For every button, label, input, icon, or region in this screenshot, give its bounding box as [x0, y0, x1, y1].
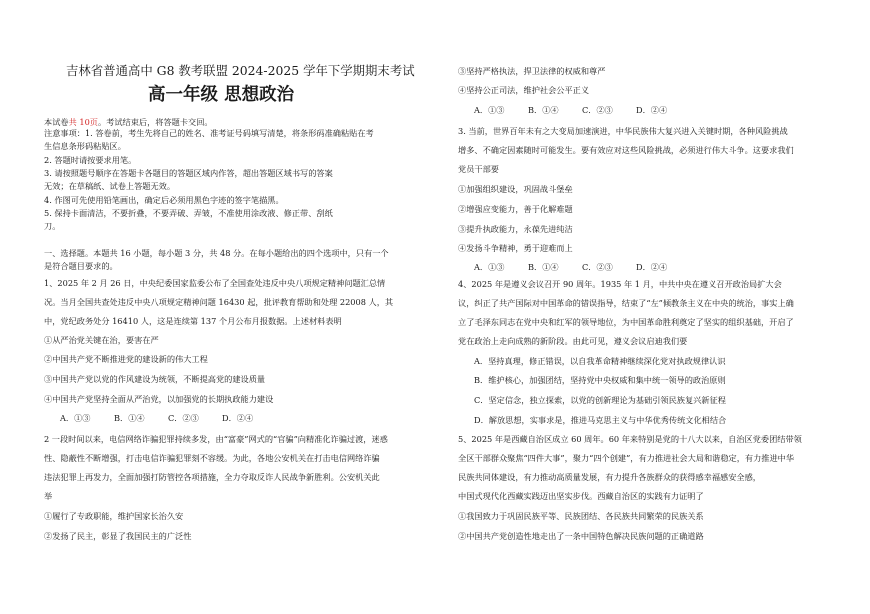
- question-3-line: 增多、不确定因素随时可能发生。要有效应对这些风险挑战，必须进行伟大斗争。这要求我们: [458, 145, 794, 155]
- question-5-line: 中国式现代化西藏实践迈出坚实步伐。西藏自治区的实践有力证明了: [458, 491, 704, 501]
- notes-line: 3. 请按照题号顺序在答题卡各题目的答题区域内作答，超出答题区域书写的答案: [44, 168, 333, 178]
- question-4-line: 4、2025 年是遵义会议召开 90 周年。1935 年 1 月，中共中央在遵义召开政治局扩大会: [458, 279, 782, 289]
- question-3-options: [474, 262, 690, 272]
- exam-info: 本试卷共 10页。考试结束后，将答题卡交回。: [44, 117, 213, 127]
- question-1-options: [60, 413, 276, 423]
- option-a: A．①③: [474, 105, 505, 115]
- page-count: 共 10页: [68, 117, 98, 127]
- notes-line: 5. 保持卡面清洁，不要折叠，不要弄破、弄皱，不准使用涂改液、修正带、刮纸: [44, 208, 333, 218]
- option-b: B．①④: [528, 262, 559, 272]
- question-4-option: B．维护核心，加强团结，坚持党中央权威和集中统一领导的政治原则: [474, 375, 726, 385]
- question-4-option: C．坚定信念，独立探索，以党的创新理论为基础引领民族复兴新征程: [474, 395, 726, 405]
- question-2-choice: ②发扬了民主，彰显了我国民主的广泛性: [44, 531, 192, 541]
- question-2-choice: ③坚持严格执法，捍卫法律的权威和尊严: [458, 66, 606, 76]
- question-1-choice: ③中国共产党以党的作风建设为统领，不断提高党的建设质量: [44, 374, 266, 384]
- option-a: A．①③: [60, 413, 91, 423]
- section-heading: 一、选择题。本题共 16 小题，每小题 3 分，共 48 分。在每小题给出的四个选项中，只有一个: [44, 248, 389, 258]
- option-c: C．②③: [582, 105, 613, 115]
- notes-line: 4. 作图可先使用铅笔画出，确定后必须用黑色字迹的签字笔描黑。: [44, 195, 284, 205]
- question-4-line: 党在政治上走向成熟的新阶段。由此可见，遵义会议启迪我们要: [458, 336, 688, 346]
- notes-line: 2. 答题时请按要求用笔。: [44, 155, 137, 165]
- question-3-choice: ②增强应变能力，善于化解难题: [458, 204, 573, 214]
- question-2-line: 性、隐蔽性不断增强，打击电信诈骗犯罪刻不容缓。为此，各地公安机关在打击电信网络诈骗: [44, 453, 380, 463]
- exam-subject-title: 高一年级 思想政治: [148, 85, 295, 105]
- question-5-line: 全区干部群众聚焦“四件大事”，聚力“四个创建”，有力推进社会大局和谐稳定，有力推进中华: [458, 453, 795, 463]
- exam-title: 吉林省普通高中 G8 教考联盟 2024-2025 学年下学期期末考试: [66, 63, 415, 78]
- question-2-line: 违法犯罪上再发力，全面加强打防管控各项措施，全力夺取反诈人民战争新胜利。公安机关此: [44, 472, 380, 482]
- notes-line: 注意事项：1. 答卷前，考生先将自己的姓名、准考证号码填写清楚，将条形码准确粘贴在考: [44, 128, 374, 138]
- option-d: D．②④: [222, 413, 254, 423]
- question-1-line: 1、2025 年 2 月 26 日，中央纪委国家监委公布了全国查处违反中央八项规定精神问题汇总情: [44, 278, 386, 288]
- question-2-line: 举: [44, 491, 53, 501]
- notes-line: 无效；在草稿纸、试卷上答题无效。: [44, 181, 176, 191]
- option-b: B．①④: [528, 105, 559, 115]
- question-5-line: 5、2025 年是西藏自治区成立 60 周年。60 年来特别是党的十八大以来，自治区党委团结带领: [458, 434, 802, 444]
- option-b: B．①④: [114, 413, 145, 423]
- question-4-option: D．解放思想，实事求是，推进马克思主义与中华优秀传统文化相结合: [474, 415, 727, 425]
- question-1-choice: ②中国共产党不断推进党的建设新的伟大工程: [44, 354, 208, 364]
- option-c: C．②③: [582, 262, 613, 272]
- question-2-choice: ④坚持公正司法，维护社会公平正义: [458, 85, 590, 95]
- question-5-choice: ①我国致力于巩固民族平等、民族团结、各民族共同繁荣的民族关系: [458, 511, 704, 521]
- question-3-choice: ①加强组织建设，巩固战斗堡垒: [458, 184, 573, 194]
- question-3-line: 党员干部要: [458, 164, 499, 174]
- question-1-choice: ①从严治党关键在治，要害在严: [44, 335, 159, 345]
- question-3-line: 3. 当前，世界百年未有之大变局加速演进，中华民族伟大复兴进入关键时期，各种风险挑战: [458, 126, 788, 136]
- option-c: C．②③: [168, 413, 199, 423]
- option-a: A．①③: [474, 262, 505, 272]
- question-4-option: A．坚持真理，修正错误，以自我革命精神继续深化党对执政规律认识: [474, 356, 726, 366]
- question-1-choice: ④中国共产党坚持全面从严治党，以加强党的长期执政能力建设: [44, 394, 274, 404]
- question-5-choice: ②中国共产党创造性地走出了一条中国特色解决民族问题的正确道路: [458, 531, 704, 541]
- notes-line: 刀。: [44, 221, 61, 231]
- question-5-line: 民族共同体建设，有力推动高质量发展，有力提升各族群众的获得感幸福感安全感，: [458, 472, 761, 482]
- question-2-line: 2 一段时间以来，电信网络诈骗犯罪持续多发，由“富豪”网式的“官骗”向精准化诈骗过渡，迷惑: [44, 434, 388, 444]
- question-2-choice: ①履行了专政职能，维护国家长治久安: [44, 511, 184, 521]
- question-4-line: 立了毛泽东同志在党中央和红军的领导地位，为中国革命胜利奠定了坚实的组织基础，开启了: [458, 317, 794, 327]
- question-3-choice: ④发扬斗争精神，勇于迎难而上: [458, 243, 573, 253]
- question-1-line: 况。当月全国共查处违反中央八项规定精神问题 16430 起，批评教育帮助和处理 22008 人，其: [44, 297, 394, 307]
- question-4-line: 议，纠正了共产国际对中国革命的错误指导，结束了“左”倾教条主义在中央的统治，事实上确: [458, 298, 794, 308]
- section-heading: 是符合题目要求的。: [44, 261, 118, 271]
- notes-line: 生信息条形码粘贴区。: [44, 141, 126, 151]
- option-d: D．②④: [636, 105, 668, 115]
- question-3-choice: ③提升执政能力，永葆先进纯洁: [458, 224, 573, 234]
- question-2-options: [474, 105, 690, 115]
- question-1-line: 中，党纪政务处分 16410 人，这是连续第 137 个月公布月报数据。上述材料表明: [44, 316, 342, 326]
- option-d: D．②④: [636, 262, 668, 272]
